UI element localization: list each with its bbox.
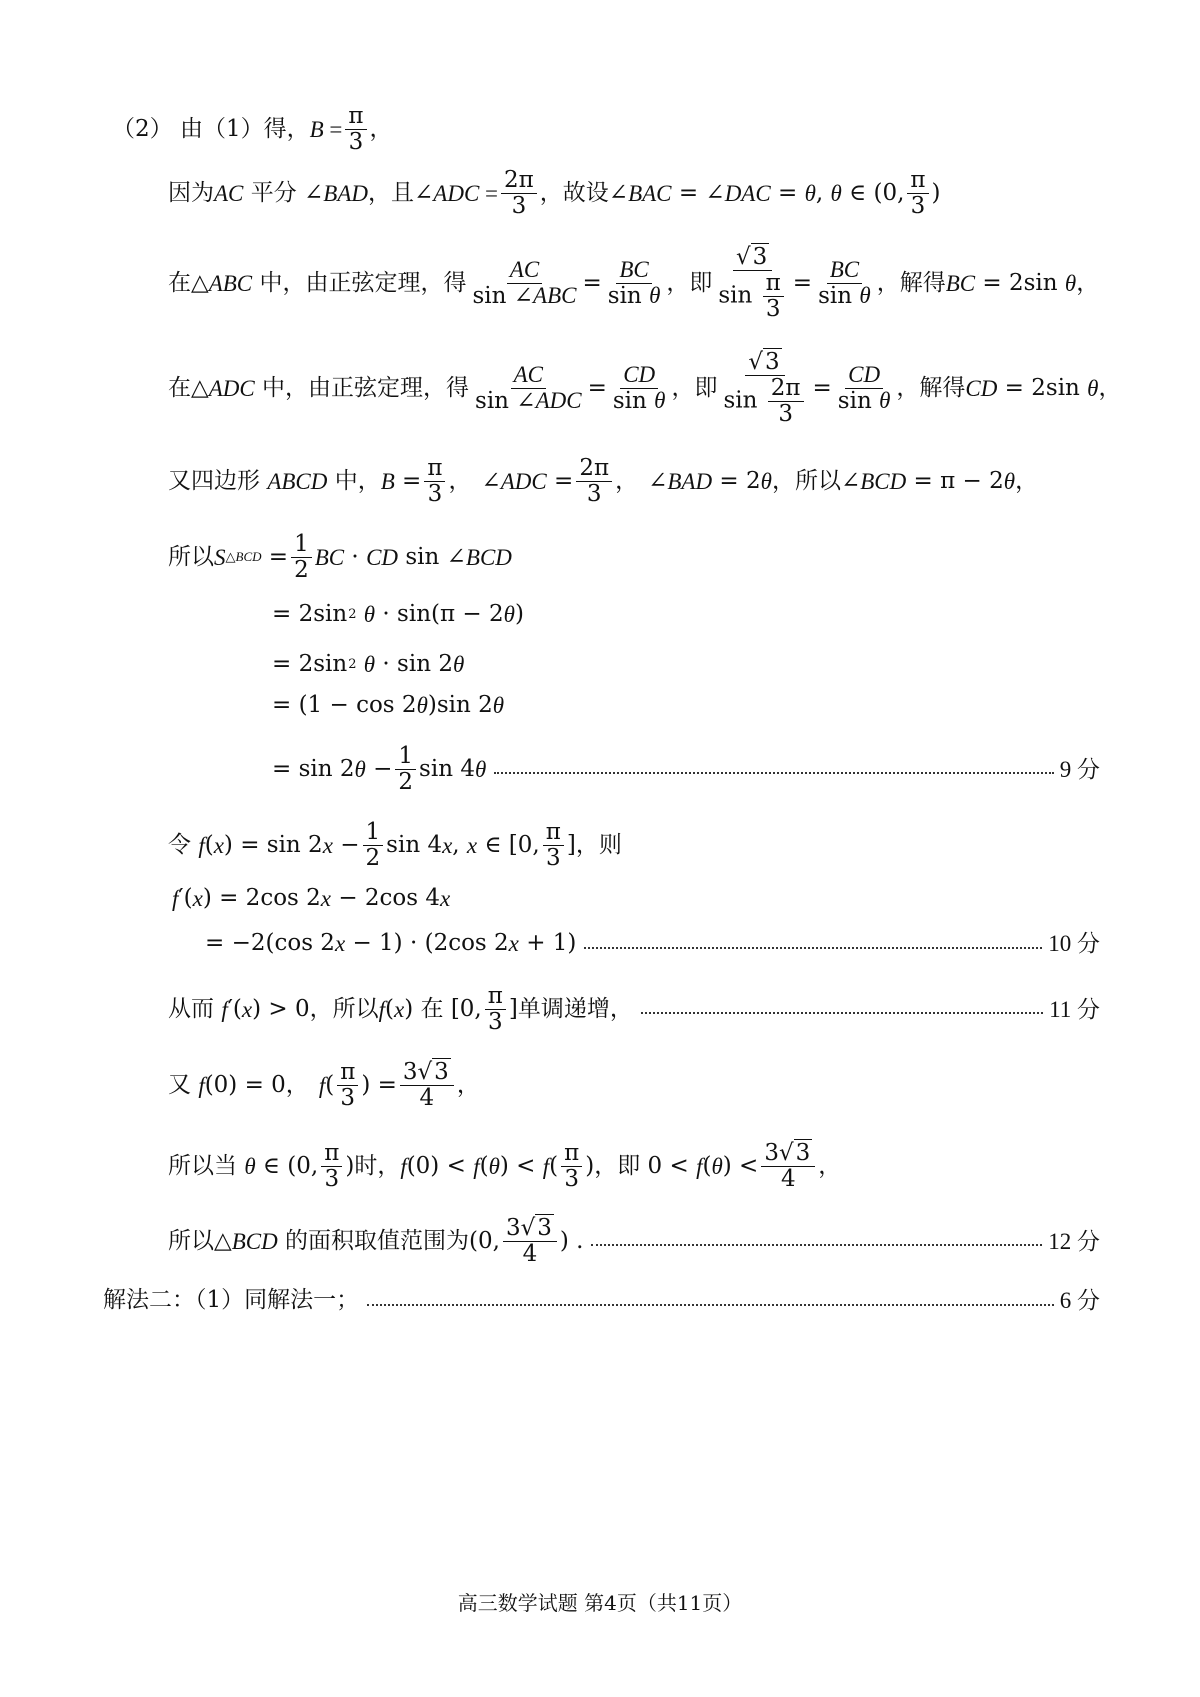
area-step-1: = 2sin 2 θ · sin(π − 2 θ ) bbox=[272, 601, 524, 627]
range-inequality: 所以当 θ ∈ (0, $\frac{\pi}{3}$ ) 时， f (0) < f ( θ ) < f ( $\frac{\pi}{3}$ ) ，即 0 < f ( θ ) < $\frac{3√3}{4}$ ， bbox=[168, 1140, 842, 1192]
page-footer: 高三数学试题 第4页（共11页） bbox=[457, 1591, 743, 1615]
area-step-3: = (1 − cos 2 θ )sin 2 θ bbox=[272, 692, 505, 718]
score-12: 12 分 bbox=[1048, 1228, 1100, 1254]
function-values: 又 f (0) = 0， f ( $\frac{\pi}{3}$ ) = $\frac{3√3}{4}$ ， bbox=[168, 1059, 480, 1111]
score-11: 11 分 bbox=[1049, 996, 1100, 1022]
score-9: 9 分 bbox=[1059, 756, 1100, 782]
method-two-intro: 解法二：（1）同解法一； 6 分 bbox=[103, 1287, 1100, 1313]
function-definition: 令 f ( x ) = sin 2 x − $\frac{1}{2}$ sin 4 x , x ∈ [0, $\frac{\pi}{3}$ ] ，则 bbox=[168, 819, 622, 871]
quadrilateral-angles: 又四边形 ABCD 中， B = $\frac{\pi}{3}$ ， ∠ ADC = $\frac{2\pi}{3}$ ， ∠ BAD = 2 θ ，所以 ∠ BCD = π − 2 θ ， bbox=[168, 455, 1039, 507]
angle-bisector-statement: 因为 AC 平分 ∠ BAD ，且 ∠ ADC = $\frac{2\pi}{3}$ ，故设 ∠ BAC = ∠ DAC = θ , θ ∈ (0, $\frac{\pi}{3}$ ) bbox=[168, 167, 941, 219]
monotonic-statement: 从而 f ′( x ) > 0 ，所以 f ( x ) 在 [0, $\frac{\pi}{3}$ ] 单调递增， 11 分 bbox=[168, 983, 1100, 1035]
derivative-line-2: = −2(cos 2 x − 1) · (2cos 2 x + 1) 10 分 bbox=[205, 930, 1100, 956]
fraction: $\frac{\pi}{3}$ bbox=[345, 104, 366, 155]
area-range-conclusion: 所以△ BCD 的面积取值范围为 (0, $\frac{3√3}{4}$ ) . 12 分 bbox=[168, 1215, 1100, 1267]
derivative-line-1: f ′( x ) = 2cos 2 x − 2cos 4 x bbox=[172, 885, 451, 911]
score-10: 10 分 bbox=[1048, 931, 1100, 956]
sine-rule-adc: 在△ ADC 中，由正弦定理，得 $\frac{AC}{\text{sin ∠ADC}}$ = $\frac{CD}{\text{sin θ}}$ ，即 √3 sin $\frac{2\pi}{3}$ = $\frac{CD}{\text{sin θ}}$ ，解得 CD = 2sin θ ， bbox=[168, 349, 1122, 427]
dotted-leader bbox=[494, 772, 1053, 774]
part-2-intro-text: （2） 由（1）得， bbox=[112, 115, 310, 142]
score-6: 6 分 bbox=[1059, 1288, 1100, 1313]
area-step-4: = sin 2 θ − $\frac{1}{2}$ sin 4 θ 9 分 bbox=[272, 743, 1100, 795]
solution-part-2-intro: （2） 由（1）得， B = $\frac{\pi}{3}$ ， bbox=[112, 103, 393, 155]
area-step-2: = 2sin 2 θ · sin 2 θ bbox=[272, 651, 465, 677]
area-formula: 所以 S △BCD = $\frac{1}{2}$ BC · CD sin ∠ BCD bbox=[168, 531, 512, 583]
sine-rule-abc: 在△ ABC 中，由正弦定理，得 $\frac{AC}{\text{sin ∠ABC}}$ = $\frac{BC}{\text{sin θ}}$ ，即 √3 sin $\frac{\pi}{3}$ = $\frac{BC}{\text{sin θ}}$ ，解得 BC = 2sin θ ， bbox=[168, 244, 1100, 322]
